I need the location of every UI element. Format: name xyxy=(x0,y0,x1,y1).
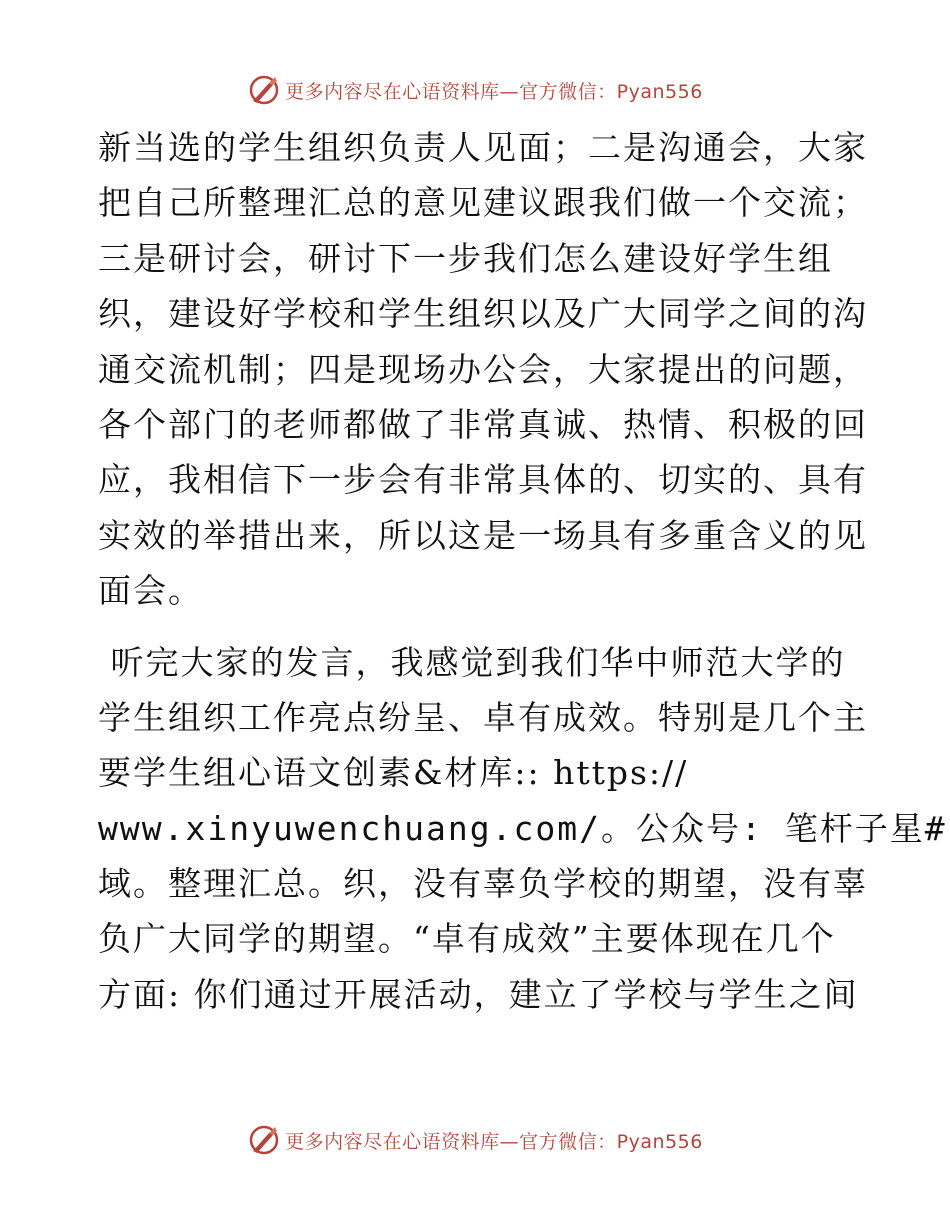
text-line: 把自己所整理汇总的意见建议跟我们做一个交流； xyxy=(98,183,868,223)
footer-banner xyxy=(0,1120,950,1160)
footer-banner-text: 更多内容尽在心语资料库—官方微信：Pyan556 xyxy=(285,1130,703,1153)
text-line: 应，我相信下一步会有非常具体的、切实的、具有 xyxy=(98,460,868,500)
quill-logo-icon xyxy=(247,1123,281,1157)
text-line: 通交流机制；四是现场办公会，大家提出的问题， xyxy=(98,349,868,389)
text-line: 新当选的学生组织负责人见面；二是沟通会，大家 xyxy=(98,128,868,167)
header-banner-text: 更多内容尽在心语资料库—官方微信：Pyan556 xyxy=(285,80,703,103)
text-line: 学生组织工作亮点纷呈、卓有成效。特别是几个主 xyxy=(98,697,868,737)
header-banner xyxy=(0,70,950,110)
text-line: 各个部门的老师都做了非常真诚、热情、积极的回 xyxy=(98,404,868,444)
text-line: 要学生组心语文创素&材库:: https:// xyxy=(98,753,689,793)
text-line: 三是研讨会，研讨下一步我们怎么建设好学生组 xyxy=(98,238,833,278)
url-line: www.xinyuwenchuang.com/。公众号: 笔杆子星# xyxy=(98,808,947,848)
text-line: 实效的举措出来，所以这是一场具有多重含义的见 xyxy=(98,515,868,555)
text-line: 方面: 你们通过开展活动，建立了学校与学生之间 xyxy=(98,974,859,1014)
text-line: 面会。 xyxy=(98,571,203,611)
quill-logo-icon xyxy=(247,73,281,107)
paragraph-2 xyxy=(98,635,947,1023)
text-line: 织，建设好学校和学生组织以及广大同学之间的沟 xyxy=(98,294,868,334)
document-body xyxy=(98,120,947,1022)
text-line: 听完大家的发言，我感觉到我们华中师范大学的 xyxy=(98,642,846,682)
text-line: 域。整理汇总。织，没有辜负学校的期望，没有辜 xyxy=(98,864,868,904)
paragraph-1 xyxy=(98,120,868,619)
text-line: 负广大同学的期望。“卓有成效”主要体现在几个 xyxy=(98,919,836,959)
